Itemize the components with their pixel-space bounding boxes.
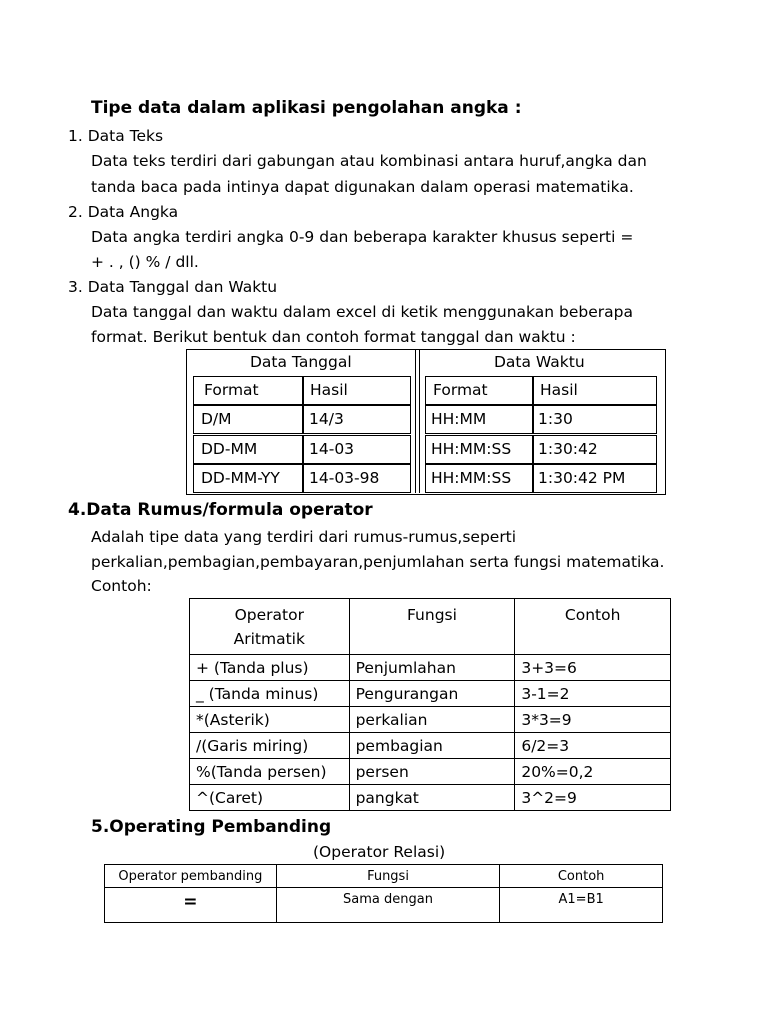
section-2-heading: 2. Data Angka xyxy=(68,203,179,221)
contoh-cell: 3-1=2 xyxy=(515,681,671,707)
table-row xyxy=(190,681,671,707)
contoh-cell: 3+3=6 xyxy=(515,655,671,681)
contoh-cell: 6/2=3 xyxy=(515,733,671,759)
time-row-2-format: HH:MM:SS xyxy=(431,440,512,458)
section-2-line-2: + . , () % / dll. xyxy=(91,253,199,271)
section-5-heading: 5.Operating Pembanding xyxy=(91,817,332,837)
date-time-table-divider xyxy=(415,349,420,493)
fungsi-cell: pangkat xyxy=(349,785,515,811)
relation-table xyxy=(104,864,663,923)
operator-cell: %(Tanda persen) xyxy=(190,759,350,785)
time-row-3-hasil: 1:30:42 PM xyxy=(538,469,626,487)
operator-header-line-1: Operator xyxy=(234,606,304,624)
time-row-3-format: HH:MM:SS xyxy=(431,469,512,487)
section-4-line-2: perkalian,pembagian,pembayaran,penjumlahan serta fungsi matematika. xyxy=(91,553,665,571)
table-row xyxy=(190,655,671,681)
section-1-heading: 1. Data Teks xyxy=(68,127,164,145)
relation-header-fungsi: Fungsi xyxy=(276,865,500,888)
operator-header-line-2: Aritmatik xyxy=(233,630,305,648)
fungsi-cell: Penjumlahan xyxy=(349,655,515,681)
date-row-3-format: DD-MM-YY xyxy=(201,469,280,487)
relation-table-header xyxy=(105,865,663,888)
table-row xyxy=(190,759,671,785)
operator-cell: /(Garis miring) xyxy=(190,733,350,759)
time-col-format: Format xyxy=(433,381,488,399)
table-row xyxy=(105,888,663,923)
section-2-line-1: Data angka terdiri angka 0-9 dan beberapa karakter khusus seperti = xyxy=(91,228,634,246)
table-row xyxy=(190,733,671,759)
relation-operator-cell: = xyxy=(105,888,277,923)
contoh-header: Contoh xyxy=(515,599,671,655)
date-row-1-format: D/M xyxy=(201,410,232,428)
section-3-line-1: Data tanggal dan waktu dalam excel di ketik menggunakan beberapa xyxy=(91,303,633,321)
time-row-1-hasil: 1:30 xyxy=(538,410,573,428)
section-1-line-2: tanda baca pada intinya dapat digunakan dalam operasi matematika. xyxy=(91,178,634,196)
date-row-2-format: DD-MM xyxy=(201,440,258,458)
section-1-line-1: Data teks terdiri dari gabungan atau kombinasi antara huruf,angka dan xyxy=(91,152,647,170)
section-3-heading: 3. Data Tanggal dan Waktu xyxy=(68,278,278,296)
relation-header-operator: Operator pembanding xyxy=(105,865,277,888)
time-col-hasil: Hasil xyxy=(540,381,578,399)
date-header: Data Tanggal xyxy=(250,353,352,371)
time-header: Data Waktu xyxy=(494,353,585,371)
section-4-heading: 4.Data Rumus/formula operator xyxy=(68,500,373,520)
date-row-2-hasil: 14-03 xyxy=(309,440,355,458)
relation-contoh-cell: A1=B1 xyxy=(500,888,663,923)
fungsi-cell: perkalian xyxy=(349,707,515,733)
fungsi-cell: persen xyxy=(349,759,515,785)
fungsi-header: Fungsi xyxy=(349,599,515,655)
section-5-subtitle: (Operator Relasi) xyxy=(313,843,446,861)
fungsi-cell: Pengurangan xyxy=(349,681,515,707)
operator-table xyxy=(189,598,671,811)
section-3-line-2: format. Berikut bentuk dan contoh format tanggal dan waktu : xyxy=(91,328,576,346)
date-row-3-hasil: 14-03-98 xyxy=(309,469,380,487)
section-4-line-1: Adalah tipe data yang terdiri dari rumus-rumus,seperti xyxy=(91,528,517,546)
fungsi-cell: pembagian xyxy=(349,733,515,759)
contoh-cell: 3^2=9 xyxy=(515,785,671,811)
contoh-cell: 3*3=9 xyxy=(515,707,671,733)
section-4-line-3: Contoh: xyxy=(91,577,152,595)
operator-cell: _ (Tanda minus) xyxy=(190,681,350,707)
operator-cell: *(Asterik) xyxy=(190,707,350,733)
operator-header-cell xyxy=(190,599,350,655)
page-title: Tipe data dalam aplikasi pengolahan angka : xyxy=(91,98,522,118)
time-row-2-hasil: 1:30:42 xyxy=(538,440,598,458)
operator-cell: ^(Caret) xyxy=(190,785,350,811)
operator-cell: + (Tanda plus) xyxy=(190,655,350,681)
date-row-1-hasil: 14/3 xyxy=(309,410,344,428)
date-col-hasil: Hasil xyxy=(310,381,348,399)
relation-fungsi-cell: Sama dengan xyxy=(276,888,500,923)
table-row xyxy=(190,785,671,811)
table-row xyxy=(190,707,671,733)
relation-header-contoh: Contoh xyxy=(500,865,663,888)
contoh-cell: 20%=0,2 xyxy=(515,759,671,785)
date-col-format: Format xyxy=(204,381,259,399)
operator-table-header xyxy=(190,599,671,655)
time-row-1-format: HH:MM xyxy=(431,410,487,428)
